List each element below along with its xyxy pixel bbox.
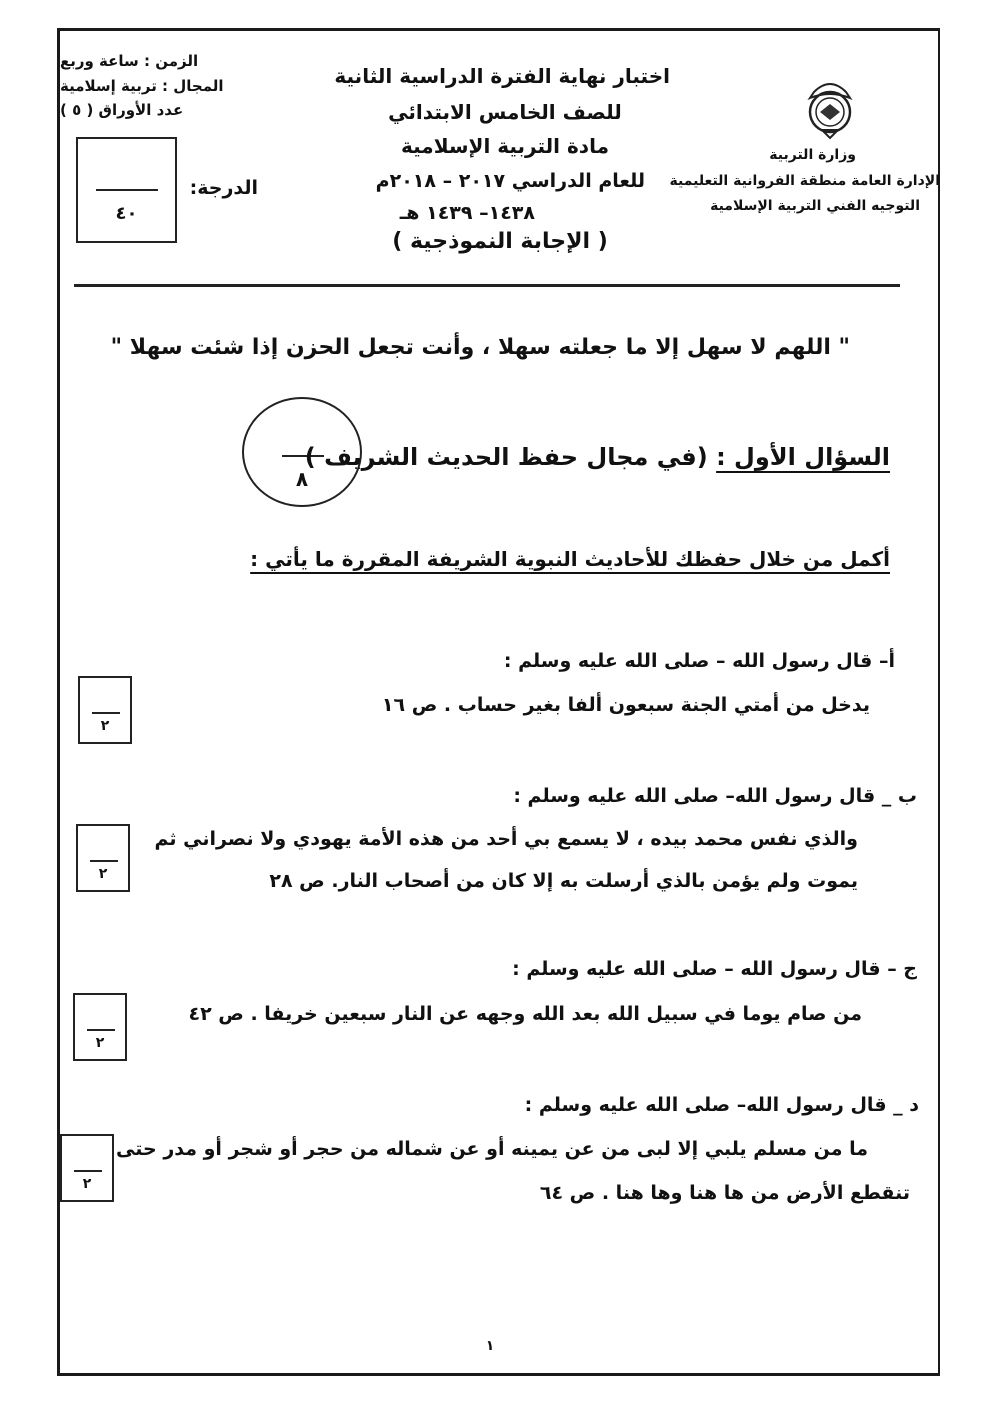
item-a-score: ٢ (100, 718, 110, 734)
question-label: السؤال الأول : (716, 443, 890, 471)
exam-field: المجال : تربية إسلامية (60, 77, 224, 95)
hijri-year: ١٤٣٨– ١٤٣٩ هـ (399, 202, 535, 224)
item-d-intro: د _ قال رسول الله– صلى الله عليه وسلم : (524, 1094, 919, 1116)
item-a-intro: أ– قال رسول الله – صلى الله عليه وسلم : (503, 650, 895, 672)
subject: مادة التربية الإسلامية (401, 134, 609, 158)
item-b-intro: ب _ قال رسول الله– صلى الله عليه وسلم : (513, 785, 917, 807)
model-answer-title: ( الإجابة النموذجية ) (392, 229, 608, 254)
item-d-line-2: تنقطع الأرض من ها هنا وها هنا . ص ٦٤ (539, 1182, 910, 1204)
page-number: ١ (485, 1338, 495, 1354)
score-label: الدرجة: (189, 177, 258, 199)
item-d-score: ٢ (82, 1176, 92, 1192)
item-b-line-1: والذي نفس محمد بيده ، لا يسمع بي أحد من هذه الأمة يهودي ولا نصراني ثم (154, 828, 858, 850)
exam-title: اختبار نهاية الفترة الدراسية الثانية (334, 64, 670, 88)
question-instruction: أكمل من خلال حفظك للأحاديث النبوية الشريفة المقررة ما يأتي : (250, 547, 890, 571)
directorate-name: الإدارة العامة منطقة الفروانية التعليمية (669, 173, 940, 189)
question-topic: (في مجال حفظ الحديث الشريف ) (304, 443, 708, 471)
item-c-line-1: من صام يوما في سبيل الله بعد الله وجهه عن النار سبعين خريفا . ص ٤٢ (188, 1003, 862, 1025)
academic-year: للعام الدراسي ٢٠١٧ – ٢٠١٨م (375, 170, 645, 192)
item-b-score: ٢ (98, 866, 108, 882)
item-d-score-box (60, 1134, 114, 1202)
item-b-score-box (76, 824, 130, 892)
header-divider (74, 284, 900, 287)
item-a-line-1: يدخل من أمتي الجنة سبعون ألفا بغير حساب . ص ١٦ (381, 694, 870, 716)
exam-time: الزمن : ساعة وربع (60, 52, 199, 70)
question-score-value: ٨ (295, 467, 309, 491)
ministry-name: وزارة التربية (769, 147, 856, 163)
opening-prayer: " اللهم لا سهل إلا ما جعلته سهلا ، وأنت تجعل الحزن إذا شئت سهلا " (110, 335, 850, 360)
item-d-line-1: ما من مسلم يلبي إلا لبى من عن يمينه أو عن شماله من حجر أو شجر أو مدر حتى (116, 1138, 868, 1160)
item-b-line-2: يموت ولم يؤمن بالذي أرسلت به إلا كان من أصحاب النار. ص ٢٨ (269, 870, 858, 892)
total-score-box (76, 137, 177, 243)
question-heading (304, 443, 890, 471)
sheet-count: عدد الأوراق ( ٥ ) (60, 101, 184, 119)
item-c-score: ٢ (95, 1035, 105, 1051)
item-c-score-box (73, 993, 127, 1061)
supervision-name: التوجيه الفني التربية الإسلامية (710, 198, 920, 214)
total-score-value: ٤٠ (115, 203, 138, 224)
item-c-intro: ج – قال رسول الله – صلى الله عليه وسلم : (512, 958, 917, 980)
grade-level: للصف الخامس الابتدائي (388, 100, 622, 124)
item-a-score-box (78, 676, 132, 744)
ministry-emblem-icon (800, 74, 860, 140)
